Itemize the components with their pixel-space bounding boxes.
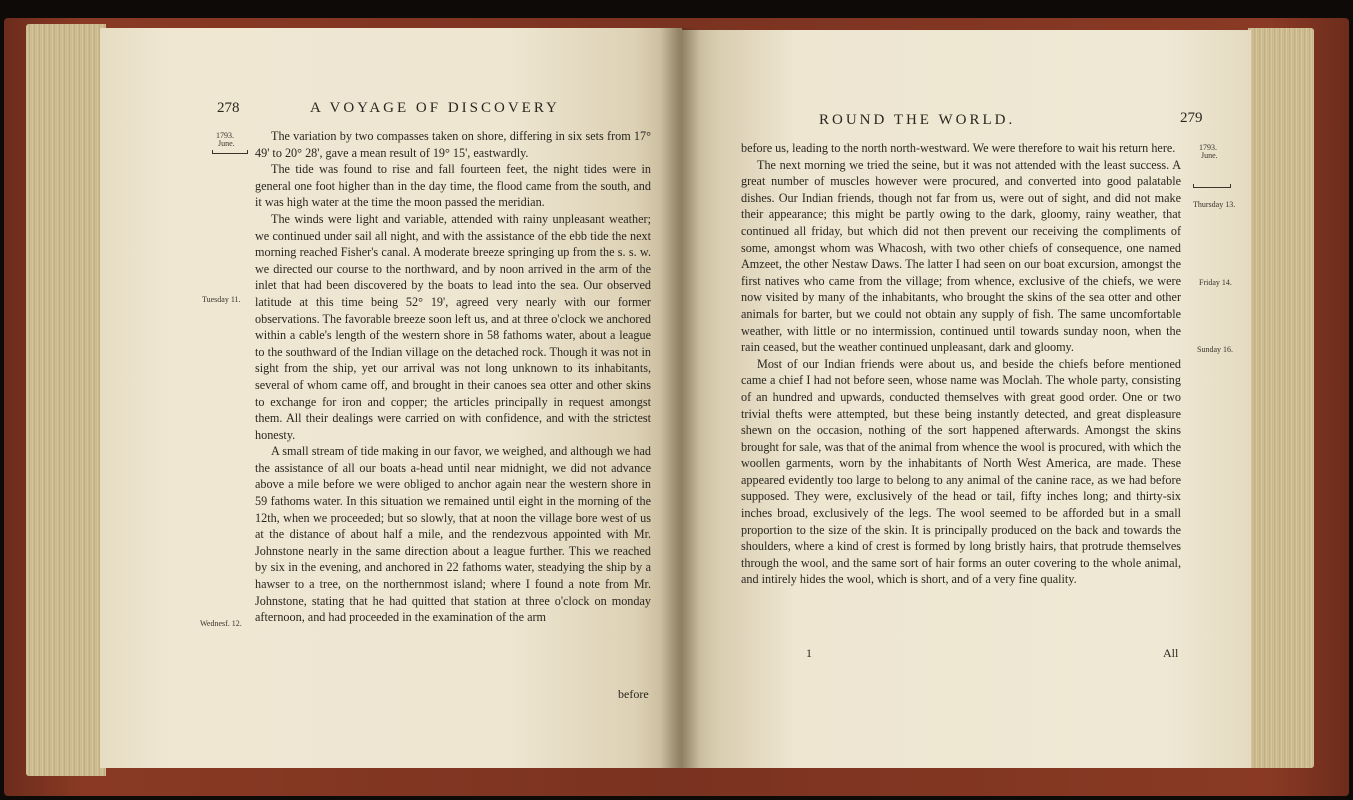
margin-note-date: Thursday 13. <box>1193 200 1236 209</box>
running-head: ROUND THE WORLD. <box>819 112 1016 128</box>
page-edges-right <box>1248 28 1314 768</box>
margin-bracket <box>212 150 248 154</box>
page-number: 279 <box>1180 110 1203 126</box>
page-edges-left <box>26 24 106 776</box>
paragraph: The winds were light and variable, attended with rainy unpleasant weather; we continued under sail all night, and with the assistance of the ebb tide the next morning reached Fisher's canal. A moderate breeze springing up from the s. s. w. we directed our course to the northward, and by noon arrived in the arm of the inlet that had been discovered by the boats to lead into the sea. Our observed latitude at this time being 52° 19', agreed very nearly with our former observations. The favorable breeze soon left us, and at three o'clock we anchored within a cable's length of the western shore in 58 fathoms water, about a league to the southward of the Indian village on the detached rock. Though it was not in sight from the ship, yet our arrival was not long unknown to its inhabitants, several of whom came off, and brought in their canoes sea otter and other skins to exchange for iron and copper; the articles principally in request amongst them. All their dealings were carried on with confidence, and with the strictest honesty. <box>255 211 651 442</box>
running-head: A VOYAGE OF DISCOVERY <box>310 100 560 116</box>
left-page <box>100 28 682 768</box>
margin-note-date: Wednesf. 12. <box>200 619 242 628</box>
body-text <box>255 128 651 626</box>
margin-month: June. <box>1201 151 1218 160</box>
margin-year: 1793. <box>1199 143 1217 152</box>
right-page <box>681 30 1251 768</box>
paragraph: The next morning we tried the seine, but it was not attended with the least success. A great number of muscles however were procured, and converted into good palatable dishes. Our Indian friends, though not far from us, were out of sight, and did not make their appearance; this might be partly owing to the dark, gloomy, rainy weather, that continued all friday, but which did not then prevent our receiving the compliments of some, amongst whom was Whacosh, with two other chiefs of consequence, one named Amzeet, the other Nestaw Daws. The latter I had seen on our boat excursion, amongst the first natives who came from the village; from whence, exclusive of the chiefs, we were now visited by many of the inhabitants, who brought the skins of the sea otter and other animals for barter, but we could not obtain any supply of fish. The same uncomfortable weather, with little or no intermission, continued until towards sunday noon, when the rain ceased, but the weather continued unpleasant, dark and gloomy. <box>741 157 1181 355</box>
paragraph: before us, leading to the north north-westward. We were therefore to wait his return here. <box>741 141 1176 155</box>
body-text <box>741 140 1181 588</box>
margin-year: 1793. <box>216 131 234 140</box>
paragraph: Most of our Indian friends were about us, and beside the chiefs before mentioned came a chief I had not before seen, whose name was Moclah. The whole party, consisting of an hundred and upwards, conducted themselves with great good order. One or two trivial thefts were attempted, but these being instantly detected, and great displeasure shewn on the occasion, nothing of the sort happened afterwards. Amongst the skins brought for sale, was that of the animal from whence the wool is procured, with which the woollen garments, worn by the inhabitants of North West America, are made. These appeared evidently too large to belong to any animal of the canine race, as we had before supposed. They were, exclusively of the head or tail, fifty inches long; and thirty-six inches broad, exclusively of the legs. The wool seemed to be afforded but in a small proportion to the size of the skin. It is principally produced on the back and towards the shoulders, where a kind of crest is formed by long bristly hairs, that protrude themselves through the wool, and the same sort of hair forms an outer covering to the whole animal, and intirely hides the wool, which is short, and of a very fine quality. <box>741 356 1181 587</box>
paragraph: The variation by two compasses taken on shore, differing in six sets from 17° 49' to 20° 28', gave a mean result of 19° 15', eastwardly. <box>255 129 651 160</box>
margin-note-date: Friday 14. <box>1199 278 1232 287</box>
paragraph: The tide was found to rise and fall fourteen feet, the night tides were in general one foot higher than in the day time, the flood came from the south, and it was high water at the time the moon passed the meridian. <box>255 162 651 210</box>
margin-bracket <box>1193 184 1231 188</box>
catchword: before <box>618 687 649 701</box>
catchword: All <box>1163 646 1179 660</box>
signature-mark: 1 <box>806 646 812 660</box>
margin-note-date: Tuesday 11. <box>202 295 241 304</box>
book-gutter <box>660 28 700 768</box>
paragraph: A small stream of tide making in our favor, we weighed, and although we had the assistance of all our boats a-head until near midnight, we did not advance above a mile before we were obliged to anchor again near the western shore in 59 fathoms water. In this situation we remained until eight in the morning of the 12th, when we proceeded; but so slowly, that at noon the village bore west of us at the distance of about half a mile, and the rendezvous appointed with Mr. Johnstone nearly in the same direction about a league further. This we reached by six in the evening, and anchored in 22 fathoms water, steadying the ship by a hawser to a tree, on the northernmost island; where I found a note from Mr. Johnstone, stating that he had quitted that station at three o'clock on monday afternoon, and had proceeded in the examination of the arm <box>255 444 651 625</box>
margin-month: June. <box>218 139 235 148</box>
page-number: 278 <box>217 100 240 116</box>
margin-note-date: Sunday 16. <box>1197 345 1233 354</box>
